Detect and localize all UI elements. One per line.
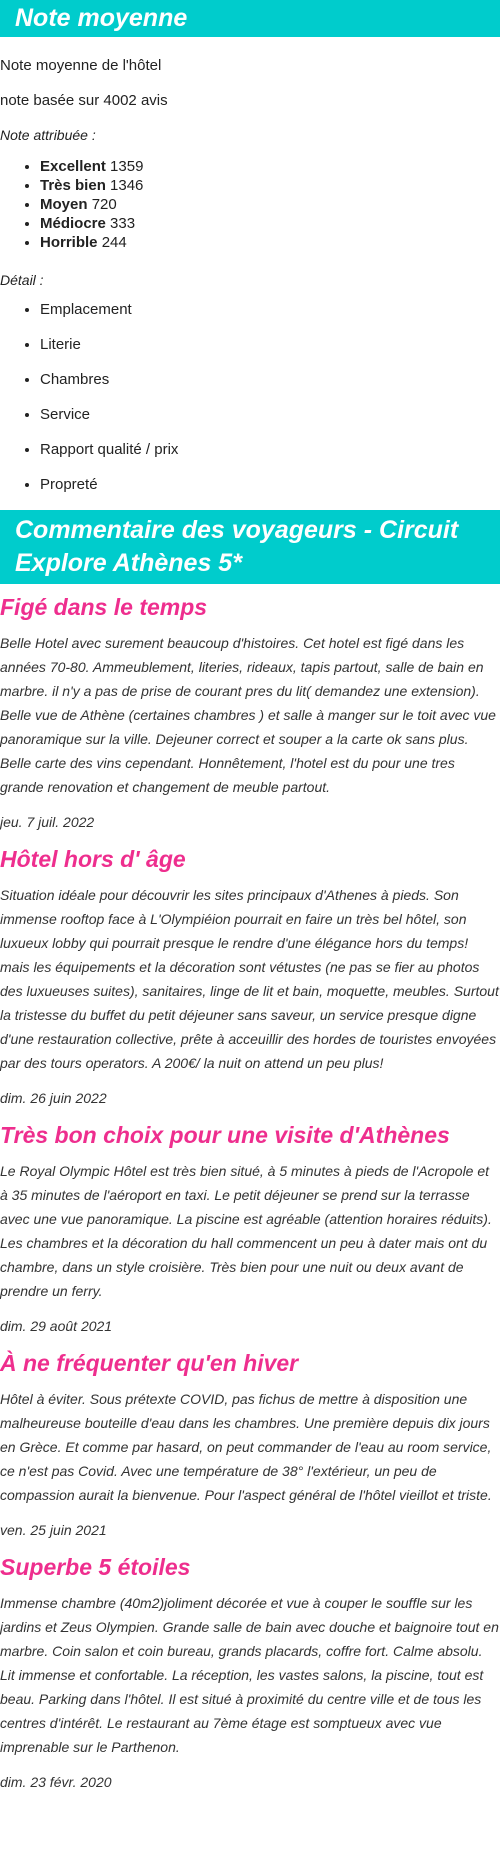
traveler-reviews-section (0, 510, 500, 1792)
review-card (0, 844, 500, 1108)
review-title: Très bon choix pour une visite d'Athènes (0, 1122, 450, 1148)
rating-item-average (40, 195, 500, 214)
detail-item-value-for-money: • Rapport qualité / prix (40, 440, 500, 460)
review-date: dim. 23 févr. 2020 (0, 1774, 112, 1790)
detail-item-rooms: • Chambres (40, 370, 500, 390)
rating-item-poor (40, 214, 500, 233)
detail-criteria-list (0, 300, 500, 495)
rating-item-excellent (40, 157, 500, 176)
rating-count: 1359 (110, 158, 144, 175)
rating-label: Très bien (40, 177, 106, 194)
review-title: Hôtel hors d' âge (0, 846, 186, 872)
rating-count: 1346 (110, 177, 144, 194)
review-card (0, 592, 500, 832)
rating-label: Moyen (40, 196, 88, 213)
review-body: Le Royal Olympic Hôtel est très bien situé, à 5 minutes à pieds de l'Acropole et à 35 minutes de l'aéroport en taxi. Le petit déjeuner se prend sur la terrasse avec une vue panoramique. La piscine est agréable (attention horaires réduits). Les chambres et la décoration du hall commencent un peu à dater mais ont du chambre, dans un style croisière. Très bien pour une nuit ou deux avant de prendre un ferry. (0, 1163, 492, 1299)
review-date: ven. 25 juin 2021 (0, 1522, 107, 1538)
review-card (0, 1120, 500, 1336)
review-title: Superbe 5 étoiles (0, 1554, 191, 1580)
detail-item-location: • Emplacement (40, 300, 500, 320)
review-date: jeu. 7 juil. 2022 (0, 814, 95, 830)
section-heading-traveler-reviews: Commentaire des voyageurs - Circuit Explore Athènes 5* (0, 510, 500, 584)
rating-label: Excellent (40, 158, 106, 175)
average-rating-section (0, 0, 500, 495)
review-card (0, 1348, 500, 1540)
review-body: Hôtel à éviter. Sous prétexte COVID, pas fichus de mettre à disposition une malheureuse bouteille d'eau dans les chambres. Une première depuis dix jours en Grèce. Et comme par hasard, on peut commander de l'eau au room service, ce n'est pas Covid. Avec une température de 38° l'extérieur, un peu de compassion aurait la bienvenue. Pour l'aspect général de l'hôtel vieillot et triste. (0, 1391, 492, 1503)
rating-item-very-good (40, 176, 500, 195)
rating-count: 244 (101, 234, 127, 251)
review-title: À ne fréquenter qu'en hiver (0, 1350, 299, 1376)
hotel-rating-label: Note moyenne de l'hôtel (0, 57, 162, 74)
reviews-count-text: note basée sur 4002 avis (0, 92, 168, 109)
review-date: dim. 26 juin 2022 (0, 1090, 107, 1106)
review-body: Immense chambre (40m2)joliment décorée et vue à couper le souffle sur les jardins et Zeus Olympien. Grande salle de bain avec douche et baignoire tout en marbre. Coin salon et coin bureau, grands placards, coffre fort. Calme absolu. Lit immense et confortable. La réception, les vastes salons, la piscine, tout est beau. Parking dans l'hôtel. Il est situé à proximité du centre ville et de tous les centres d'intérêt. Le restaurant au 7ème étage est somptueux avec vue imprenable sur le Parthenon. (0, 1595, 499, 1755)
rating-count: 333 (110, 215, 136, 232)
review-body: Situation idéale pour découvrir les sites principaux d'Athenes à pieds. Son immense rooftop face à L'Olympiéion pourrait en faire un très bel hôtel, son luxueux lobby qui pourrait presque le rendre d'une élégance hors du temps! mais les équipements et la décoration sont vétustes (ne pas se fier au photos des luxueuses suites), sanitaires, linge de lit et bain, moquette, meubles. Surtout la tristesse du buffet du petit déjeuner sans saveur, un service presque digne d'une restauration collective, prête à acceuillir des hordes de touristes envoyées par des tours operators. A 200€/ la nuit on attend un peu plus! (0, 887, 499, 1071)
given-rating-label: Note attribuée : (0, 127, 96, 143)
rating-item-terrible (40, 233, 500, 252)
detail-item-service: • Service (40, 405, 500, 425)
review-date: dim. 29 août 2021 (0, 1318, 113, 1334)
review-body: Belle Hotel avec surement beaucoup d'histoires. Cet hotel est figé dans les années 70-80. Ammeublement, literies, rideaux, tapis partout, salle de bain en marbre. il n'y a pas de prise de courant pres du lit( demandez une extension). Belle vue de Athène (certaines chambres ) et salle à manger sur le toit avec vue panoramique sur la ville. Dejeuner correct et souper a la carte ok sans plus. Belle carte des vins cependant. Honnêtement, l'hotel est du pour une tres grande renovation et changement de meuble partout. (0, 635, 496, 795)
review-card (0, 1552, 500, 1792)
rating-label: Horrible (40, 234, 98, 251)
detail-item-bedding: • Literie (40, 335, 500, 355)
review-title: Figé dans le temps (0, 594, 208, 620)
section-heading-average-rating: Note moyenne (0, 0, 500, 37)
rating-label: Médiocre (40, 215, 106, 232)
rating-count: 720 (91, 196, 117, 213)
detail-label: Détail : (0, 272, 44, 288)
detail-item-cleanliness: • Propreté (40, 475, 500, 495)
rating-distribution-list (0, 157, 500, 252)
